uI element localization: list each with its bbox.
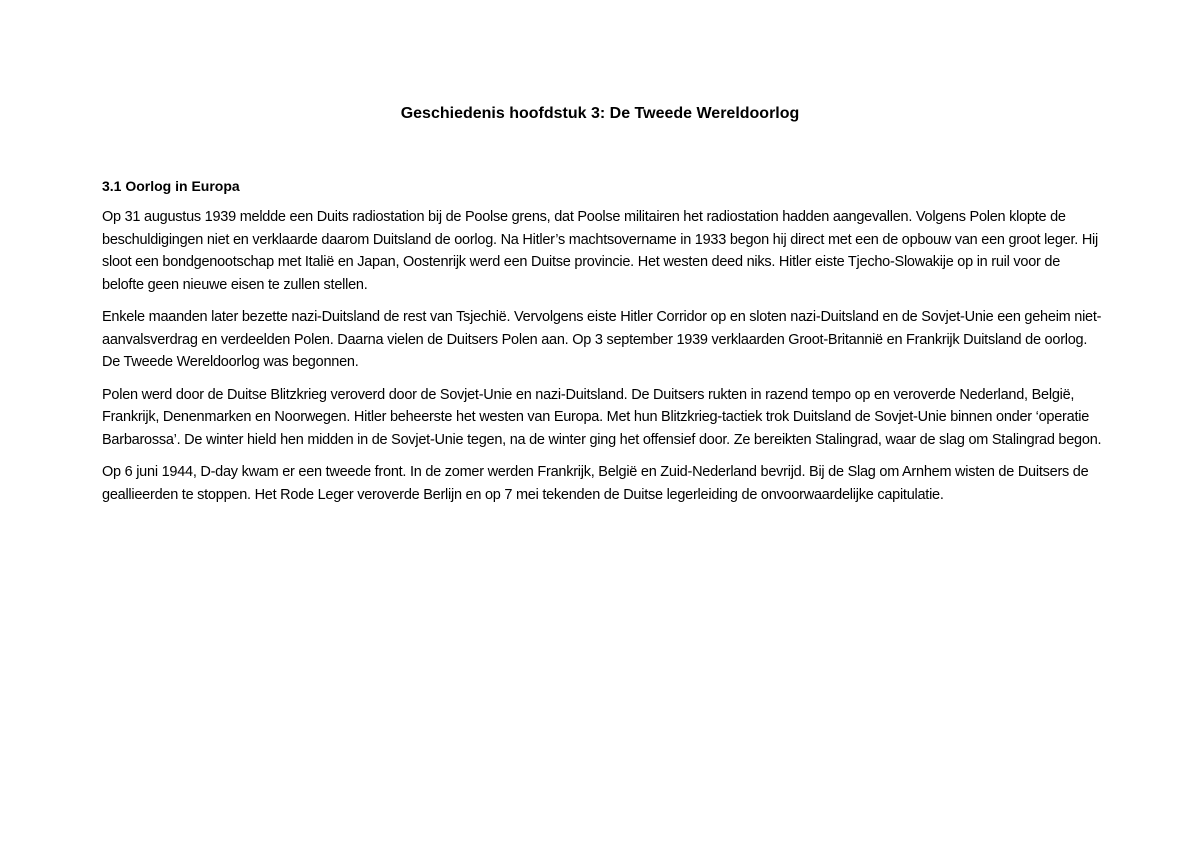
document-body <box>102 175 1102 516</box>
section-heading: 3.1 Oorlog in Europa <box>102 178 240 194</box>
paragraph-3: Polen werd door de Duitse Blitzkrieg veroverd door de Sovjet-Unie en nazi-Duitsland. De Duitsers rukten in razend tempo op en veroverde Nederland, België, Frankrijk, Denenmarken en Noorwegen. Hitler beheerste het westen van Europa. Met hun Blitzkrieg-tactiek trok Duitsland de Sovjet-Unie binnen onder ‘operatie Barbarossa’. De winter hield hen midden in de Sovjet-Unie tegen, na de winter ging het offensief door. Ze bereikten Stalingrad, waar de slag om Stalingrad begon. <box>102 386 1102 448</box>
paragraph-2: Enkele maanden later bezette nazi-Duitsland de rest van Tsjechië. Vervolgens eiste Hitler Corridor op en sloten nazi-Duitsland en de Sovjet-Unie een geheim niet-aanvalsverdrag en verdeelden Polen. Daarna vielen de Duitsers Polen aan. Op 3 september 1939 verklaarden Groot-Britannië en Frankrijk Duitsland de oorlog. De Tweede Wereldoorlog was begonnen. <box>102 309 1102 370</box>
paragraph-4: Op 6 juni 1944, D-day kwam er een tweede front. In de zomer werden Frankrijk, België en Zuid-Nederland bevrijd. Bij de Slag om Arnhem wisten de Duitsers de geallieerden te stoppen. Het Rode Leger veroverde Berlijn en op 7 mei tekenden de Duitse legerleiding de onvoorwaardelijke capitulatie. <box>102 464 1089 503</box>
document-title: Geschiedenis hoofdstuk 3: De Tweede Wereldoorlog <box>400 105 800 122</box>
paragraph-1: Op 31 augustus 1939 meldde een Duits radiostation bij de Poolse grens, dat Poolse militairen het radiostation hadden aangevallen. Volgens Polen klopte de beschuldigingen niet en verklaarde daarom Duitsland de oorlog. Na Hitler’s machtsovername in 1933 begon hij direct met een de opbouw van een groot leger. Hij sloot een bondgenootschap met Italië en Japan, Oostenrijk werd een Duitse provincie. Het westen deed niks. Hitler eiste Tjecho-Slowakije op in ruil voor de belofte geen nieuwe eisen te zullen stellen. <box>102 209 1098 293</box>
